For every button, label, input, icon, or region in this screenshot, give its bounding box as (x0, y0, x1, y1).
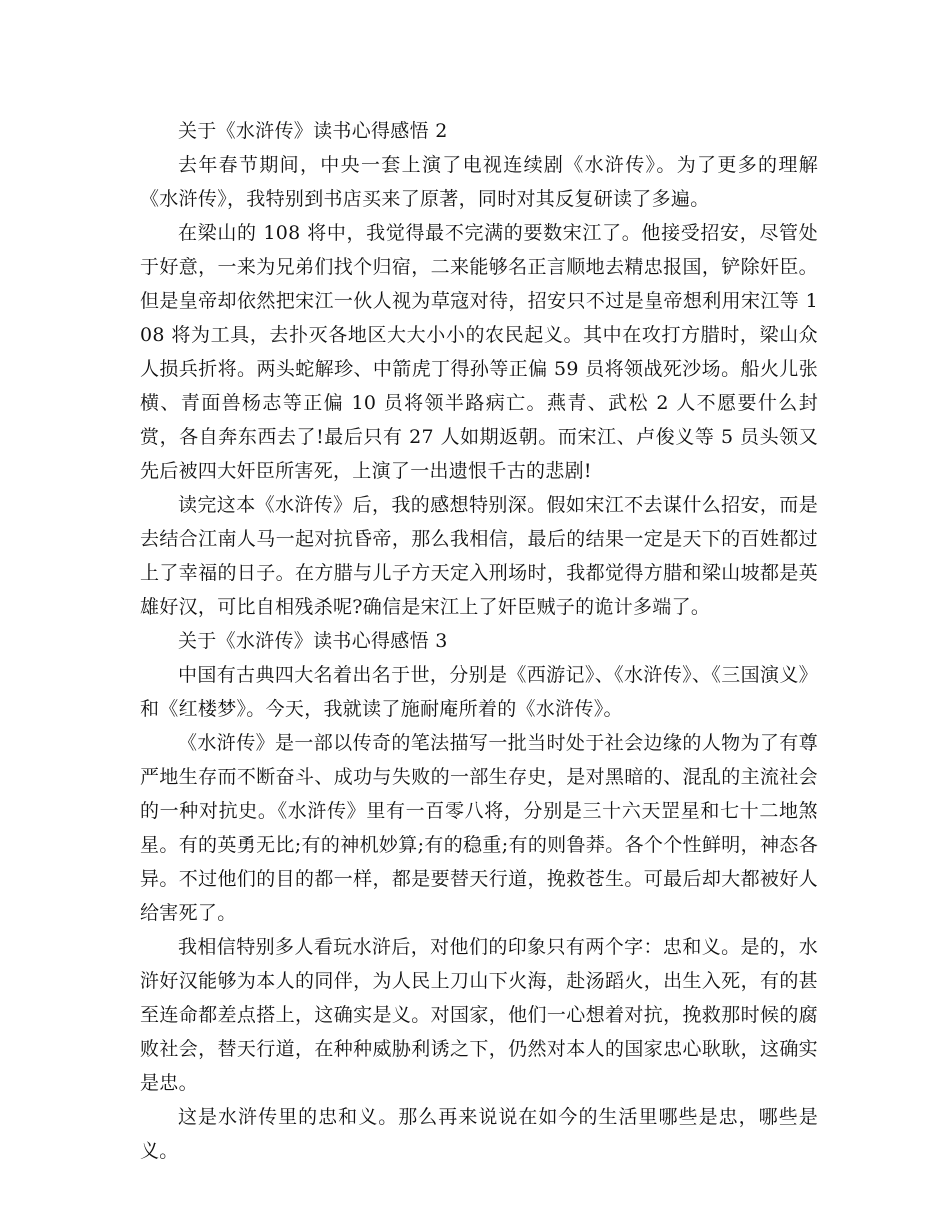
section-heading-3: 关于《水浒传》读书心得感悟 3 (178, 630, 448, 652)
paragraph: 在梁山的 108 将中，我觉得最不完满的要数宋江了。他接受招安，尽管处于好意，一来为兄弟们找个归宿，二来能够名正言顺地去精忠报国，铲除奸臣。但是皇帝却依然把宋江一伙人视为草寇对待，招安只不过是皇帝想利用宋江等 108 将为工具，去扑灭各地区大大小小的农民起义。其中在攻打方腊时，梁山众人损兵折将。两头蛇解珍、中箭虎丁得孙等正偏 59 员将领战死沙场。船火儿张横、青面兽杨志等正偏 10 员将领半路病亡。燕青、武松 2 人不愿要什么封赏，各自奔东西去了!最后只有 27 人如期返朝。而宋江、卢俊义等 5 员头领又先后被四大奸臣所害死，上演了一出遗恨千古的悲剧! (140, 222, 818, 482)
paragraph: 我相信特别多人看玩水浒后，对他们的印象只有两个字：忠和义。是的，水浒好汉能够为本人的同伴，为人民上刀山下火海，赴汤蹈火，出生入死，有的甚至连命都差点搭上，这确实是义。对国家，他们一心想着对抗，挽救那时候的腐败社会，替天行道，在种种威胁利诱之下，仍然对本人的国家忠心耿耿，这确实是忠。 (140, 936, 818, 1094)
paragraph: 去年春节期间，中央一套上演了电视连续剧《水浒传》。为了更多的理解《水浒传》，我特别到书店买来了原著，同时对其反复研读了多遍。 (140, 154, 818, 210)
paragraph: 读完这本《水浒传》后，我的感想特别深。假如宋江不去谋什么招安，而是去结合江南人马一起对抗昏帝，那么我相信，最后的结果一定是天下的百姓都过上了幸福的日子。在方腊与儿子方天定入刑场时，我都觉得方腊和梁山坡都是英雄好汉，可比自相残杀呢?确信是宋江上了奸臣贼子的诡计多端了。 (140, 494, 818, 618)
paragraph: 中国有古典四大名着出名于世，分别是《西游记》、《水浒传》、《三国演义》和《红楼梦》。今天，我就读了施耐庵所着的《水浒传》。 (140, 664, 818, 720)
section-heading-2: 关于《水浒传》读书心得感悟 2 (178, 120, 448, 142)
paragraph: 这是水浒传里的忠和义。那么再来说说在如今的生活里哪些是忠，哪些是义。 (140, 1106, 818, 1162)
paragraph: 《水浒传》是一部以传奇的笔法描写一批当时处于社会边缘的人物为了有尊严地生存而不断奋斗、成功与失败的一部生存史，是对黑暗的、混乱的主流社会的一种对抗史。《水浒传》里有一百零八将，分别是三十六天罡星和七十二地煞星。有的英勇无比;有的神机妙算;有的稳重;有的则鲁莽。各个个性鲜明，神态各异。不过他们的目的都一样，都是要替天行道，挽救苍生。可最后却大都被好人给害死了。 (140, 732, 818, 924)
document-body (140, 114, 818, 1168)
